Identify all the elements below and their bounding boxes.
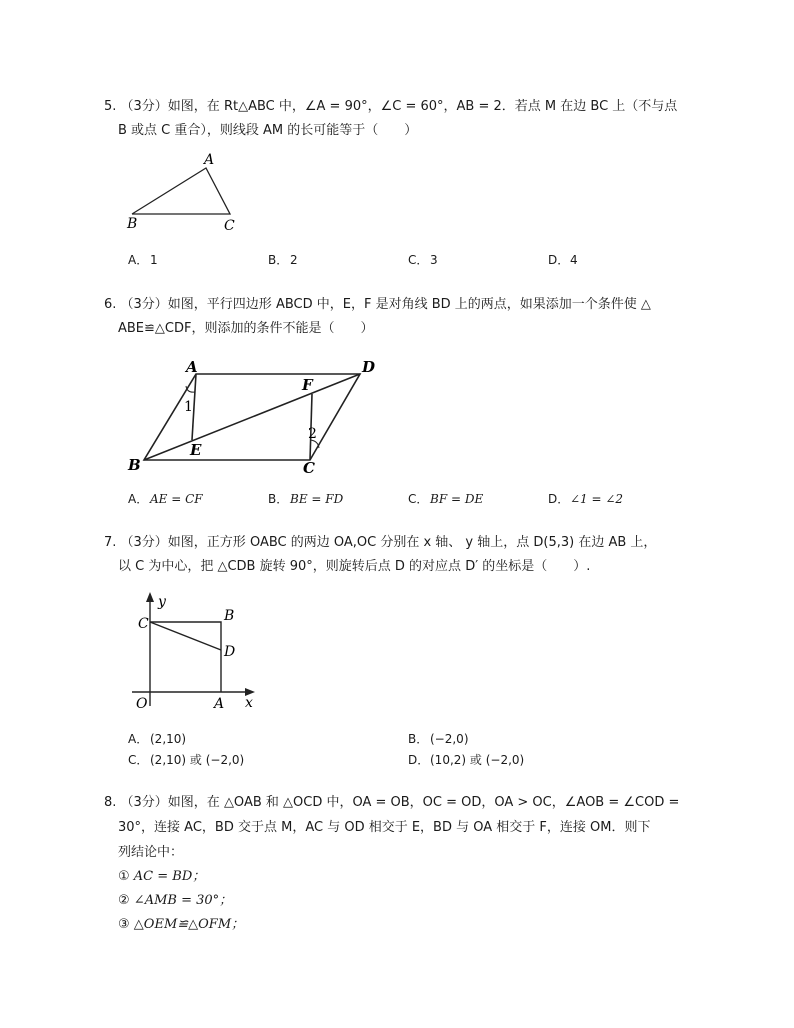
option-text: 4 (570, 253, 578, 267)
option-letter: C． (408, 253, 429, 267)
q6-label-B: B (128, 456, 141, 474)
square-oabc (150, 622, 221, 692)
q5-option-a[interactable] (128, 252, 158, 268)
option-text: AE = CF (150, 492, 203, 506)
q6-label-C: C (303, 459, 315, 477)
q5-label-C: C (224, 218, 235, 234)
q7-stem-line1: 7. （3分）如图，正方形 OABC 的两边 OA,OC 分别在 x 轴、 y 轴上，点 D(5,3) 在边 AB 上， (104, 535, 657, 550)
q8-conclusion-3 (118, 916, 244, 934)
option-letter: A． (128, 732, 149, 746)
option-letter: B． (268, 253, 289, 267)
q5-option-b[interactable] (268, 252, 298, 268)
diagonal-bd (144, 374, 360, 460)
q6-figure (120, 352, 390, 477)
circled-number: ③ (118, 917, 130, 932)
q6-option-c[interactable] (408, 491, 483, 507)
q8-stem-line3: 列结论中： (118, 845, 184, 860)
q6-label-F: F (302, 376, 313, 394)
q7-option-d[interactable] (408, 752, 524, 768)
q7-label-B: B (224, 608, 235, 624)
y-axis-arrow (146, 592, 154, 602)
option-text: 3 (430, 253, 438, 267)
option-letter: D． (408, 753, 430, 767)
q6-label-angle2: 2 (308, 426, 317, 442)
q6-stem-line1: 6. （3分）如图，平行四边形 ABCD 中，E，F 是对角线 BD 上的两点，如果添加一个条件使 △ (104, 297, 651, 312)
option-letter: A． (128, 253, 149, 267)
q5-stem-line2: B 或点 C 重合），则线段 AM 的长可能等于（ ） (118, 123, 418, 138)
conclusion-text: △OEM≌△OFM； (133, 917, 245, 932)
q7-label-C: C (138, 616, 149, 632)
conclusion-text: ∠AMB = 30°； (133, 893, 233, 908)
q5-figure (118, 148, 248, 238)
q8-stem-line1: 8. （3分）如图，在 △OAB 和 △OCD 中，OA = OB，OC = OD，OA > OC，∠AOB = ∠COD = (104, 795, 680, 810)
option-text: (10,2) 或 (−2,0) (430, 753, 525, 767)
option-letter: D． (548, 492, 570, 506)
q7-label-y: y (158, 594, 166, 610)
q6-stem-line2: ABE≌△CDF，则添加的条件不能是（ ） (118, 321, 374, 336)
circled-number: ② (118, 893, 130, 908)
option-text: 1 (150, 253, 158, 267)
q7-figure (128, 588, 268, 718)
q8-stem-line2: 30°，连接 AC，BD 交于点 M，AC 与 OD 相交于 E，BD 与 OA 相交于 F，连接 OM．则下 (118, 820, 651, 835)
option-text: 2 (290, 253, 298, 267)
q7-option-c[interactable] (128, 752, 244, 768)
q8-conclusion-1 (118, 868, 205, 886)
option-letter: C． (408, 492, 429, 506)
q5-label-B: B (127, 216, 138, 232)
q7-stem-line2: 以 C 为中心，把 △CDB 旋转 90°，则旋转后点 D 的对应点 D′ 的坐标是（ ）. (118, 559, 591, 574)
q7-label-x: x (245, 695, 253, 711)
segment-cd (150, 622, 221, 650)
q5-option-d[interactable] (548, 252, 578, 268)
triangle-abc (132, 168, 230, 214)
q6-label-D: D (362, 358, 376, 376)
q6-label-E: E (190, 441, 202, 459)
q8-conclusion-2 (118, 892, 232, 910)
q7-option-b[interactable] (408, 731, 469, 747)
q7-label-D: D (224, 644, 236, 660)
q6-label-A: A (186, 358, 198, 376)
option-letter: B． (408, 732, 429, 746)
option-text: (2,10) 或 (−2,0) (150, 753, 245, 767)
q6-option-b[interactable] (268, 491, 343, 507)
q7-option-a[interactable] (128, 731, 186, 747)
q7-label-A: A (214, 696, 225, 712)
q5-option-c[interactable] (408, 252, 438, 268)
option-text: ∠1 = ∠2 (570, 492, 624, 506)
q6-option-d[interactable] (548, 491, 623, 507)
option-letter: A． (128, 492, 149, 506)
q5-stem-line1: 5. （3分）如图，在 Rt△ABC 中，∠A = 90°，∠C = 60°，AB = 2．若点 M 在边 BC 上（不与点 (104, 99, 678, 114)
option-text: BF = DE (430, 492, 484, 506)
option-text: (−2,0) (430, 732, 469, 746)
q5-label-A: A (204, 152, 215, 168)
option-letter: B． (268, 492, 289, 506)
option-letter: D． (548, 253, 570, 267)
q6-label-angle1: 1 (184, 399, 193, 415)
q7-label-O: O (136, 696, 148, 712)
option-letter: C． (128, 753, 149, 767)
q6-option-a[interactable] (128, 491, 203, 507)
circled-number: ① (118, 869, 130, 884)
option-text: BE = FD (290, 492, 344, 506)
conclusion-text: AC = BD； (133, 869, 206, 884)
option-text: (2,10) (150, 732, 187, 746)
